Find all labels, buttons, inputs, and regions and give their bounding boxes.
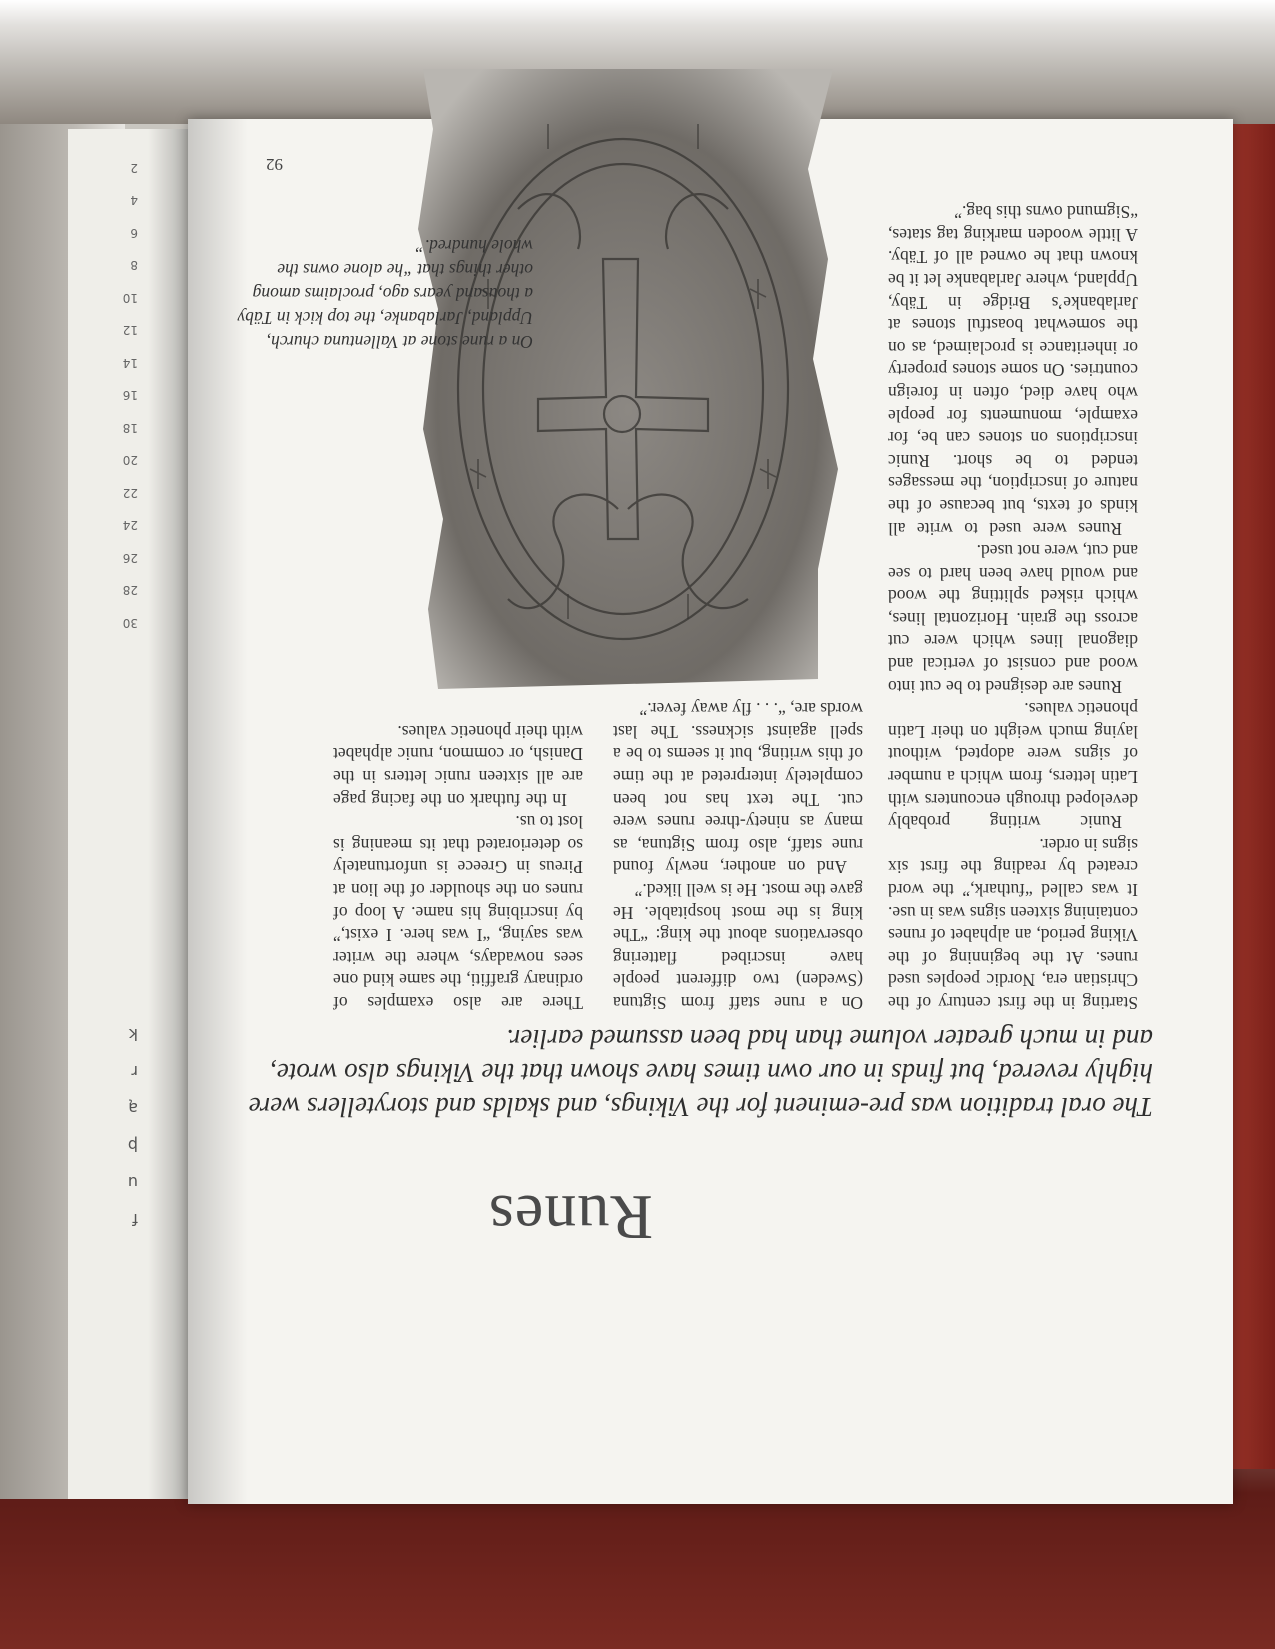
book-page <box>188 119 1233 1504</box>
text-column-2 <box>613 698 863 1014</box>
paragraph: In the futhark on the facing page are all sixteen runic letters in the Danish, or common, runic alphabet with their phonetic values. <box>333 721 583 810</box>
ruler-mark: 8 <box>130 258 138 273</box>
paragraph: Runes are designed to be cut into wood and consist of vertical and diagonal lines which were cut across the grain. Horizontal lines, which risked splitting the wood and would have been hard to see and cut, were not used. <box>888 541 1138 697</box>
facing-letter: k <box>128 1025 138 1044</box>
facing-letter: u <box>127 1173 138 1192</box>
facing-letter: þ <box>127 1136 138 1155</box>
ruler-mark: 30 <box>122 616 138 630</box>
image-caption: On a rune stone at Vallentuna church, Uppland, Jarlabanke, the top kick in Täby a thousand years ago, proclaims among other things that “he alone owns the whole hundred.” <box>237 236 533 352</box>
facing-letter: f <box>132 1210 138 1229</box>
ruler-mark: 14 <box>122 356 138 370</box>
ruler-mark: 6 <box>130 226 138 240</box>
ruler-mark: 4 <box>130 193 138 208</box>
ruler-mark: 18 <box>122 421 138 435</box>
intro-paragraph: The oral tradition was pre-eminent for the Vikings, and skalds and storytellers were highly revered, but finds in our own times have shown that the Vikings also wrote, and in much greater volume than had been assumed earlier. <box>248 1024 1153 1122</box>
paragraph: Starting in the first century of the Christian era, Nordic peoples used runes. At the beginning of the Viking period, an alphabet of runes containing sixteen signs was in use. It was called “futhark,” the word created by reading the first six signs in order. <box>888 834 1138 1013</box>
page-number: 92 <box>266 155 283 174</box>
ruler-mark: 2 <box>130 161 138 175</box>
ruler-mark: 20 <box>122 453 138 468</box>
paragraph: And on another, newly found rune staff, also from Sigtuna, as many as ninety-three runes were cut. The text has not been completely interpreted at the time of this writing, but it seems to be a spell against sickness. The last words are, “. . . fly away fever.” <box>613 699 863 878</box>
facing-page <box>68 129 188 1499</box>
ruler-mark: 12 <box>122 323 138 338</box>
page-title: Runes <box>488 1182 653 1253</box>
ruler-mark: 26 <box>122 551 138 565</box>
ruler-mark: 22 <box>122 486 138 500</box>
ruler-mark: 16 <box>122 388 138 403</box>
text-column-1 <box>888 201 1138 1014</box>
facing-letter: ą <box>128 1099 138 1118</box>
rune-stone-photo <box>418 69 838 689</box>
paragraph: On a rune staff from Sigtuna (Sweden) two different people have inscribed flattering observations about the king: “The king is the most hospitable. He gave the most. He is well liked.” <box>613 880 863 1013</box>
paragraph: Runic writing probably developed through encounters with Latin letters, from which a number of signs were adopted, without laying much weight on their Latin phonetic values. <box>888 699 1138 833</box>
paragraph: There are also examples of ordinary graffiti, the same kind one sees nowadays, where the writer was saying, “I was here. I exist,” by inscribing his name. A loop of runes on the shoulder of the lion at Pireus in Greece is unfortunately so deteriorated that its meaning is lost to us. <box>333 812 583 1013</box>
text-column-3 <box>333 720 583 1014</box>
facing-letter: r <box>131 1062 138 1081</box>
facing-page-letters <box>128 1007 138 1229</box>
facing-page-ruler <box>123 152 138 640</box>
ruler-mark: 10 <box>122 291 138 305</box>
ruler-mark: 24 <box>122 518 138 533</box>
paragraph: Runes were used to write all kinds of texts, but because of the nature of inscription, the messages tended to be short. Runic inscriptions on stones can be, for example, monuments for people who have died, often in foreign countries. On some stones property or inheritance is proclaimed, as on the somewhat boastful stones at Jarlabanke’s Bridge in Täby, Uppland, where Jarlabanke let it be known that he owned all of Täby. A little wooden marking tag states, “Sigmund owns this bag.” <box>888 202 1138 539</box>
ruler-mark: 28 <box>122 583 138 598</box>
